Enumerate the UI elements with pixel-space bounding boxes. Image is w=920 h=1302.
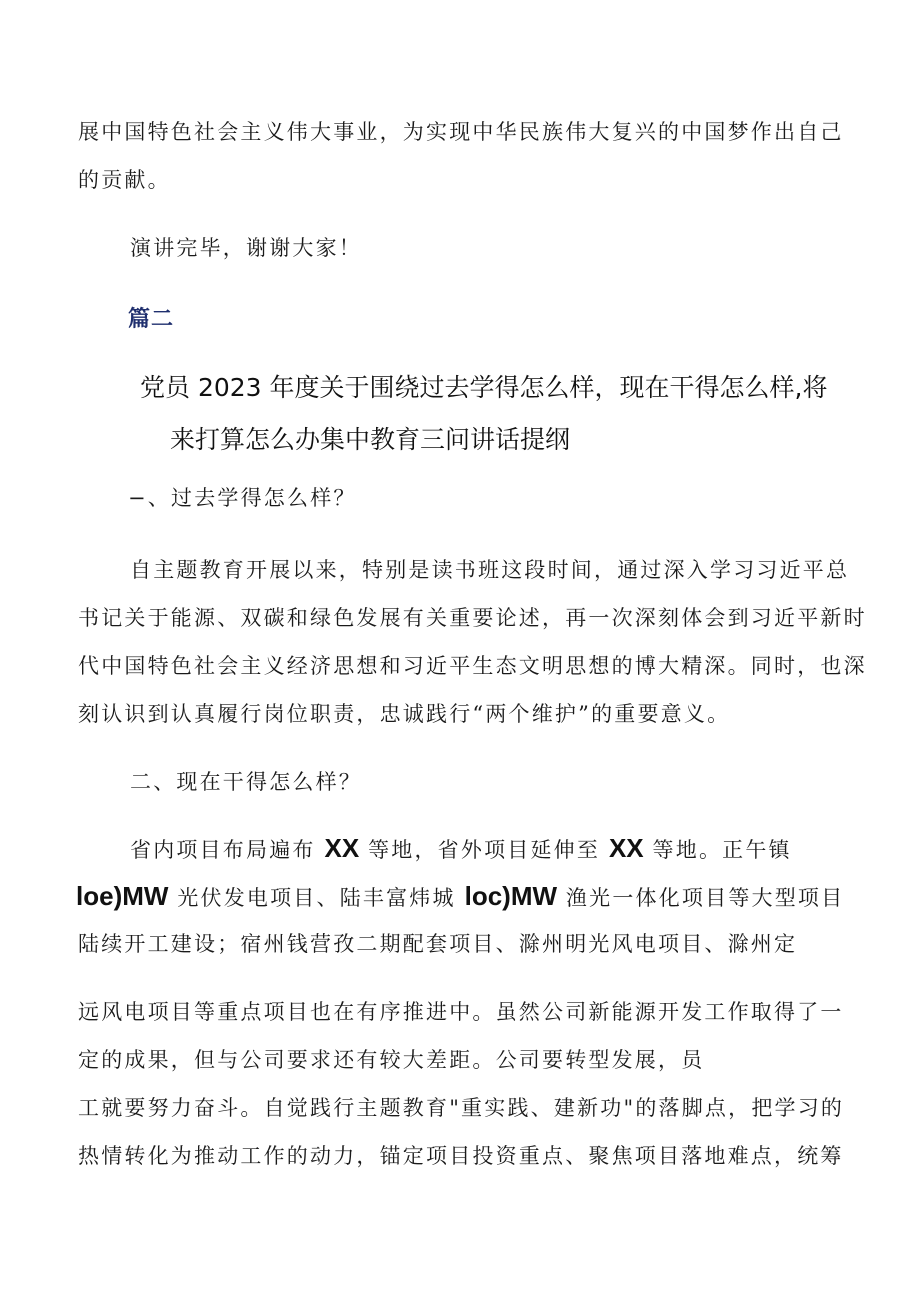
placeholder-xx: XX — [608, 833, 644, 863]
text-run: 等地，省外项目延伸至 — [368, 838, 601, 862]
paragraph-line: 书记关于能源、双碳和绿色发展有关重要论述，再一次深刻体会到习近平新时 — [78, 606, 867, 630]
paragraph-line: 刻认识到认真履行岗位职责，忠诚践行“两个维护”的重要意义。 — [78, 702, 731, 726]
paragraph-line: 定的成果，但与公司要求还有较大差距。公司要转型发展，员 — [78, 1048, 705, 1072]
paragraph-line: 代中国特色社会主义经济思想和习近平生态文明思想的博大精深。同时，也深 — [78, 654, 867, 678]
text-run: 光伏发电项目、陆丰富炜城 — [177, 886, 456, 910]
paragraph-line: 远风电项目等重点项目也在有序推进中。虽然公司新能源开发工作取得了一 — [78, 1000, 844, 1024]
text-run: 省内项目布局遍布 — [130, 838, 316, 862]
section-heading: 篇二 — [128, 307, 175, 332]
text-run: 渔光一体化项目等大型项目 — [565, 886, 845, 910]
paragraph-line: 工就要努力奋斗。自觉践行主题教育"重实践、建新功"的落脚点，把学习的 — [78, 1096, 845, 1120]
closing-line: 演讲完毕，谢谢大家！ — [130, 236, 362, 260]
paragraph-line — [130, 834, 792, 864]
paragraph-line: 热情转化为推动工作的动力，锚定项目投资重点、聚焦项目落地难点，统筹 — [78, 1144, 844, 1168]
text-run: 等地。正午镇 — [652, 838, 792, 862]
capacity-text: loc)MW — [464, 881, 558, 911]
paragraph-line: 自主题教育开展以来，特别是读书班这段时间，通过深入学习习近平总 — [130, 558, 850, 582]
paragraph-line: 的贡献。 — [78, 168, 171, 192]
question-heading-1: −、过去学得怎么样？ — [128, 486, 357, 510]
question-heading-2: 二、现在干得怎么样？ — [130, 770, 362, 794]
placeholder-xx: XX — [324, 833, 360, 863]
speech-title-line2: 来打算怎么办集中教育三问讲话提纲 — [170, 425, 571, 454]
capacity-text: loe)MW — [76, 881, 169, 911]
paragraph-line: 展中国特色社会主义伟大事业，为实现中华民族伟大复兴的中国梦作出自己 — [78, 120, 844, 144]
paragraph-line — [76, 882, 844, 912]
paragraph-line: 陆续开工建设；宿州钱营孜二期配套项目、滁州明光风电项目、滁州定 — [78, 932, 798, 956]
speech-title-line1: 党员 2023 年度关于围绕过去学得怎么样，现在干得怎么样,将 — [140, 373, 828, 402]
